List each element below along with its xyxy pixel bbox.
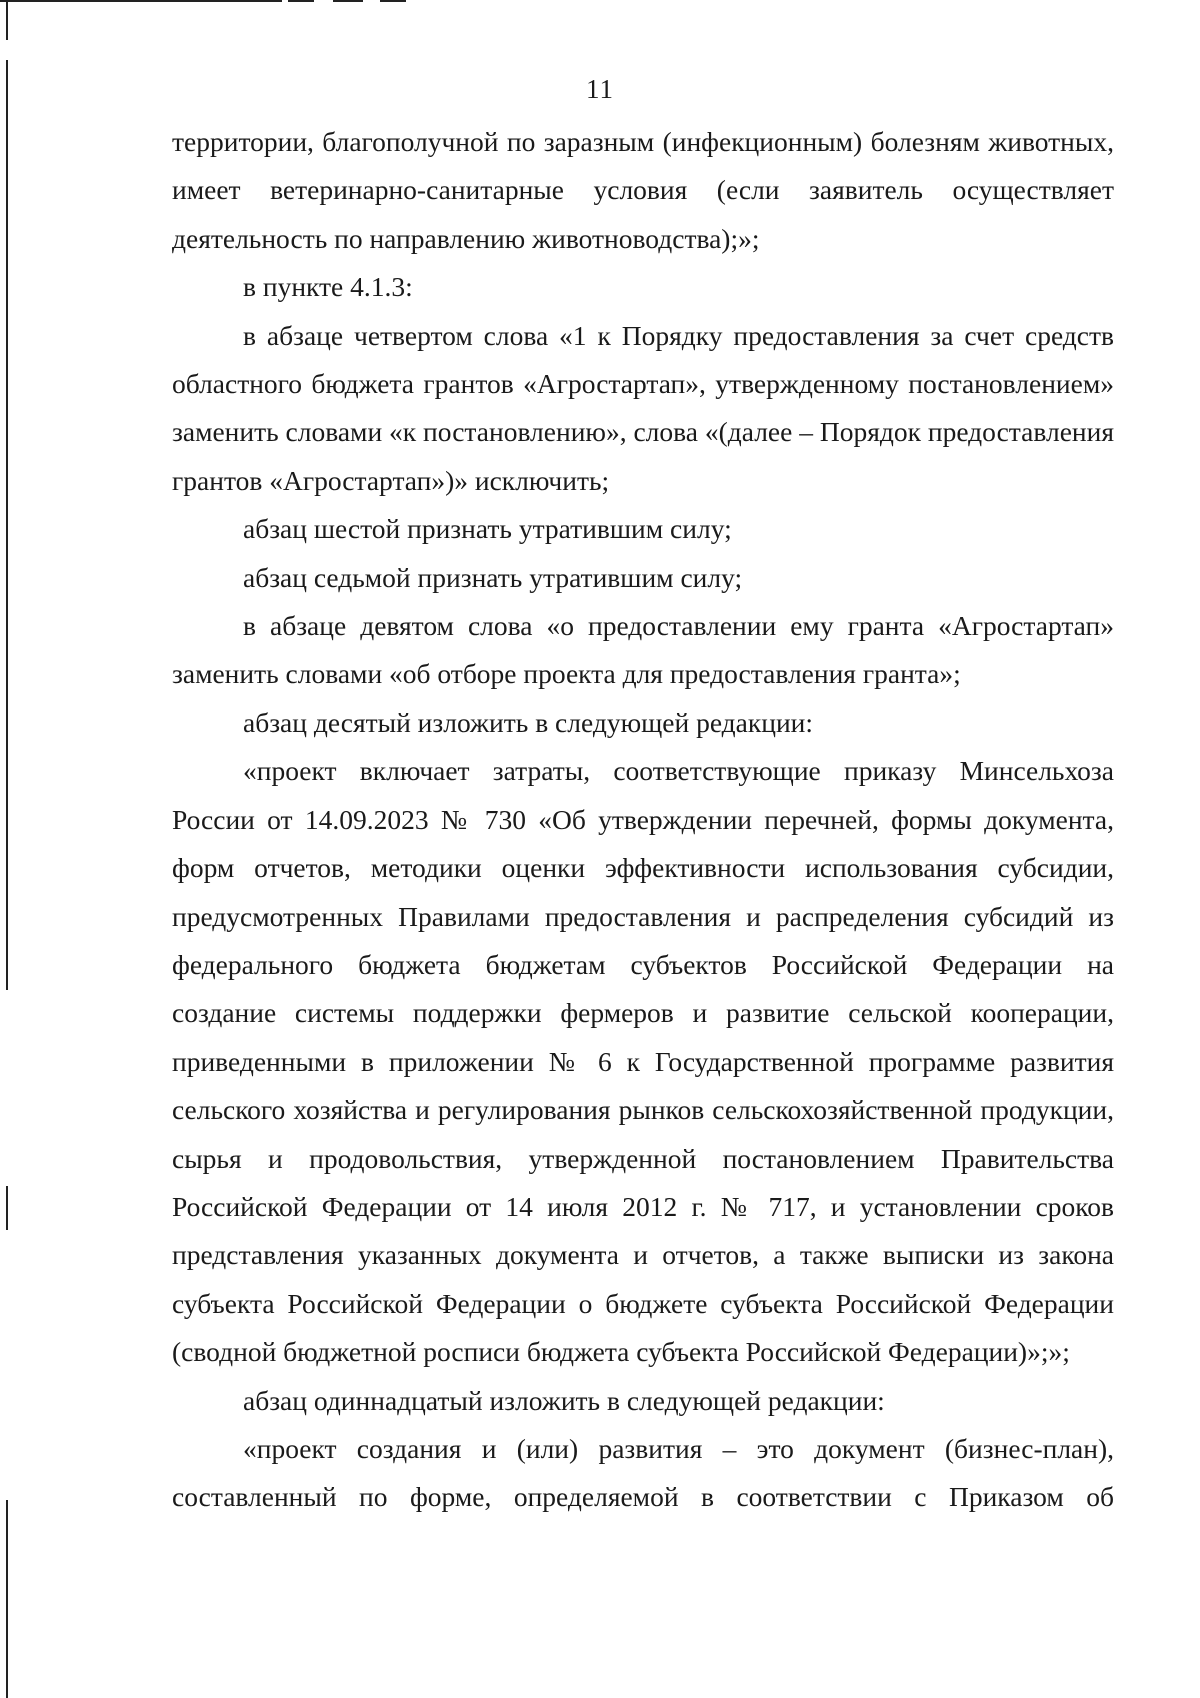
document-body <box>172 118 1114 1522</box>
scan-top-dash <box>333 0 363 2</box>
paragraph: территории, благополучной по заразным (инфекционным) болезням животных, имеет ветеринарно-санитарные условия (если заявитель осуществляет деятельность по направлению животноводства);»; <box>172 126 1114 254</box>
scan-left-edge <box>6 1500 8 1698</box>
paragraph: «проект включает затраты, соответствующие приказу Минсельхоза России от 14.09.2023 № 730 «Об утверждении перечней, формы документа, форм отчетов, методики оценки эффективности использования субсидии, предусмотренных Правилами предоставления и распределения субсидий из федерального бюджета бюджетам субъектов Российской Федерации на создание системы поддержки фермеров и развитие сельской кооперации, приведенными в приложении № 6 к Государственной программе развития сельского хозяйства и регулирования рынков сельскохозяйственной продукции, сырья и продовольствия, утвержденной постановлением Правительства Российской Федерации от 14 июля 2012 г. № 717, и установлении сроков представления указанных документа и отчетов, а также выписки из закона субъекта Российской Федерации о бюджете субъекта Российской Федерации (сводной бюджетной росписи бюджета субъекта Российской Федерации)»;»; <box>172 755 1114 1368</box>
scan-top-dash <box>288 0 314 2</box>
paragraph: в абзаце четвертом слова «1 к Порядку предоставления за счет средств областного бюджета грантов «Агростартап», утвержденному постановлением» заменить словами «к постановлению», слова «(далее – Порядок предоставления грантов «Агростартап»)» исключить; <box>172 319 1114 496</box>
paragraph: «проект создания и (или) развития – это документ (бизнес-план), составленный по форме, определяемой в соответствии с Приказом об <box>172 1432 1114 1513</box>
scan-top-dash <box>380 0 406 2</box>
page-number: 11 <box>586 74 614 104</box>
paragraph: абзац одиннадцатый изложить в следующей редакции: <box>243 1384 885 1416</box>
paragraph: абзац шестой признать утратившим силу; <box>243 513 732 545</box>
scan-left-edge <box>6 60 8 990</box>
scan-top-line <box>0 0 282 2</box>
scan-left-edge <box>6 0 8 40</box>
scan-left-edge <box>6 1186 8 1230</box>
paragraph: абзац седьмой признать утратившим силу; <box>243 561 743 593</box>
paragraph: в пункте 4.1.3: <box>243 271 413 303</box>
paragraph: в абзаце девятом слова «о предоставлении ему гранта «Агростартап» заменить словами «об отборе проекта для предоставления гранта»; <box>172 610 1114 690</box>
paragraph: абзац десятый изложить в следующей редакции: <box>243 706 814 738</box>
